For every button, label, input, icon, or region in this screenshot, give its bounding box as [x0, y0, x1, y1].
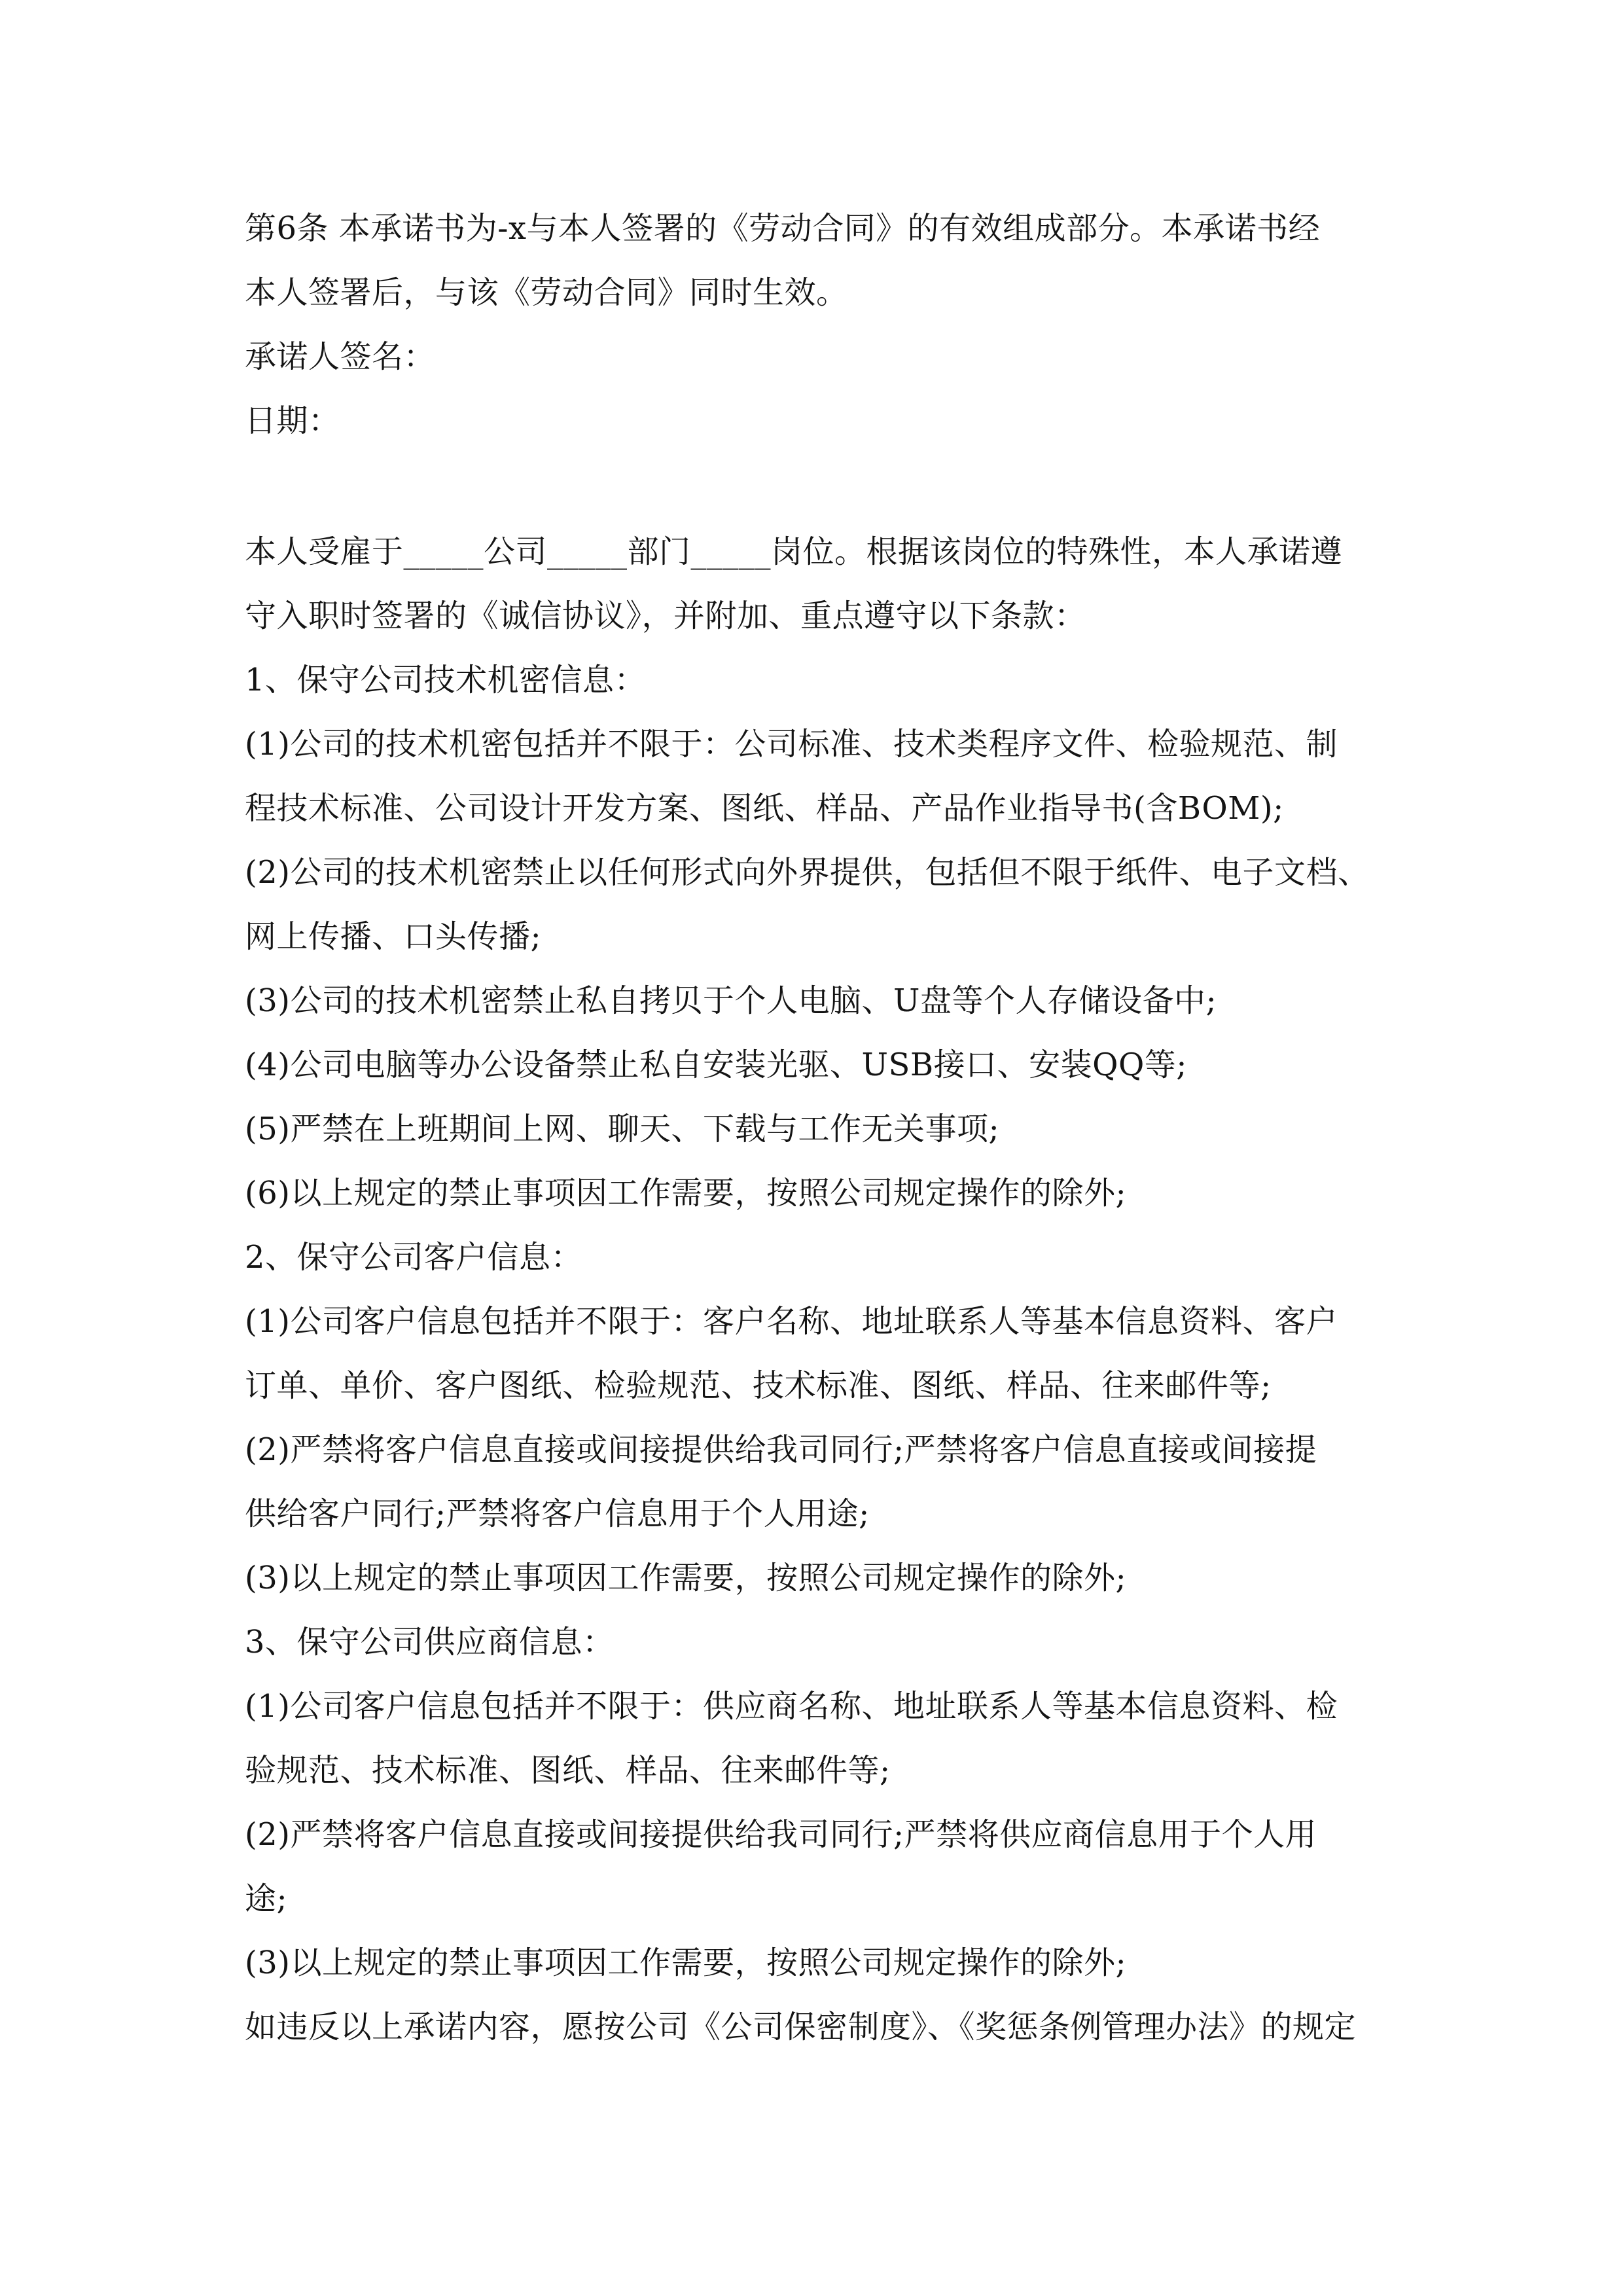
clause-line: (1)公司客户信息包括并不限于：客户名称、地址联系人等基本信息资料、客户 [245, 1303, 1338, 1340]
date-label: 日期： [245, 403, 340, 439]
paragraph-gap [245, 453, 1397, 520]
clause-line: (3)公司的技术机密禁止私自拷贝于个人电脑、U盘等个人存储设备中; [245, 982, 1217, 1019]
clause-line: (3)以上规定的禁止事项因工作需要，按照公司规定操作的除外; [245, 1945, 1127, 1981]
section-heading-supplier-info: 3、保守公司供应商信息： [245, 1624, 615, 1660]
clause-line: (5)严禁在上班期间上网、聊天、下载与工作无关事项; [245, 1111, 1000, 1147]
clause-line: (1)公司的技术机密包括并不限于：公司标准、技术类程序文件、检验规范、制 [245, 726, 1338, 762]
clause-line: (2)严禁将客户信息直接或间接提供给我司同行;严禁将供应商信息用于个人用 [245, 1816, 1317, 1853]
clause-line: (1)公司客户信息包括并不限于：供应商名称、地址联系人等基本信息资料、检 [245, 1688, 1338, 1725]
clause-line: 验规范、技术标准、图纸、样品、往来邮件等; [245, 1752, 891, 1789]
signature-label: 承诺人签名： [245, 338, 436, 375]
text-line: 本人签署后，与该《劳动合同》同时生效。 [245, 274, 848, 311]
clause-line: (2)严禁将客户信息直接或间接提供给我司同行;严禁将客户信息直接或间接提 [245, 1431, 1317, 1468]
clause-line: 网上传播、口头传播; [245, 918, 542, 955]
clause-line: 订单、单价、客户图纸、检验规范、技术标准、图纸、样品、往来邮件等; [245, 1367, 1272, 1404]
clause-line: 程技术标准、公司设计开发方案、图纸、样品、产品作业指导书(含BOM); [245, 790, 1284, 827]
section-heading-customer-info: 2、保守公司客户信息： [245, 1239, 583, 1276]
clause-line: (6)以上规定的禁止事项因工作需要，按照公司规定操作的除外; [245, 1175, 1127, 1211]
text-line-article-6: 第6条 本承诺书为-x与本人签署的《劳动合同》的有效组成部分。本承诺书经 [245, 210, 1321, 247]
clause-line: 途; [245, 1880, 288, 1917]
clause-line: 供给客户同行;严禁将客户信息用于个人用途; [245, 1496, 870, 1532]
text-line: 守入职时签署的《诚信协议》，并附加、重点遵守以下条款： [245, 598, 1086, 634]
section-heading-tech-secrets: 1、保守公司技术机密信息： [245, 662, 647, 698]
text-line-intro: 本人受雇于_____公司_____部门_____岗位。根据该岗位的特殊性，本人承诺遵 [245, 533, 1343, 570]
text-line-penalty: 如违反以上承诺内容，愿按公司《公司保密制度》、《奖惩条例管理办法》的规定 [245, 2009, 1357, 2045]
clause-line: (2)公司的技术机密禁止以任何形式向外界提供，包括但不限于纸件、电子文档、 [245, 854, 1370, 891]
document-body [245, 196, 1397, 2059]
clause-line: (3)以上规定的禁止事项因工作需要，按照公司规定操作的除外; [245, 1560, 1127, 1596]
clause-line: (4)公司电脑等办公设备禁止私自安装光驱、USB接口、安装QQ等; [245, 1047, 1187, 1083]
